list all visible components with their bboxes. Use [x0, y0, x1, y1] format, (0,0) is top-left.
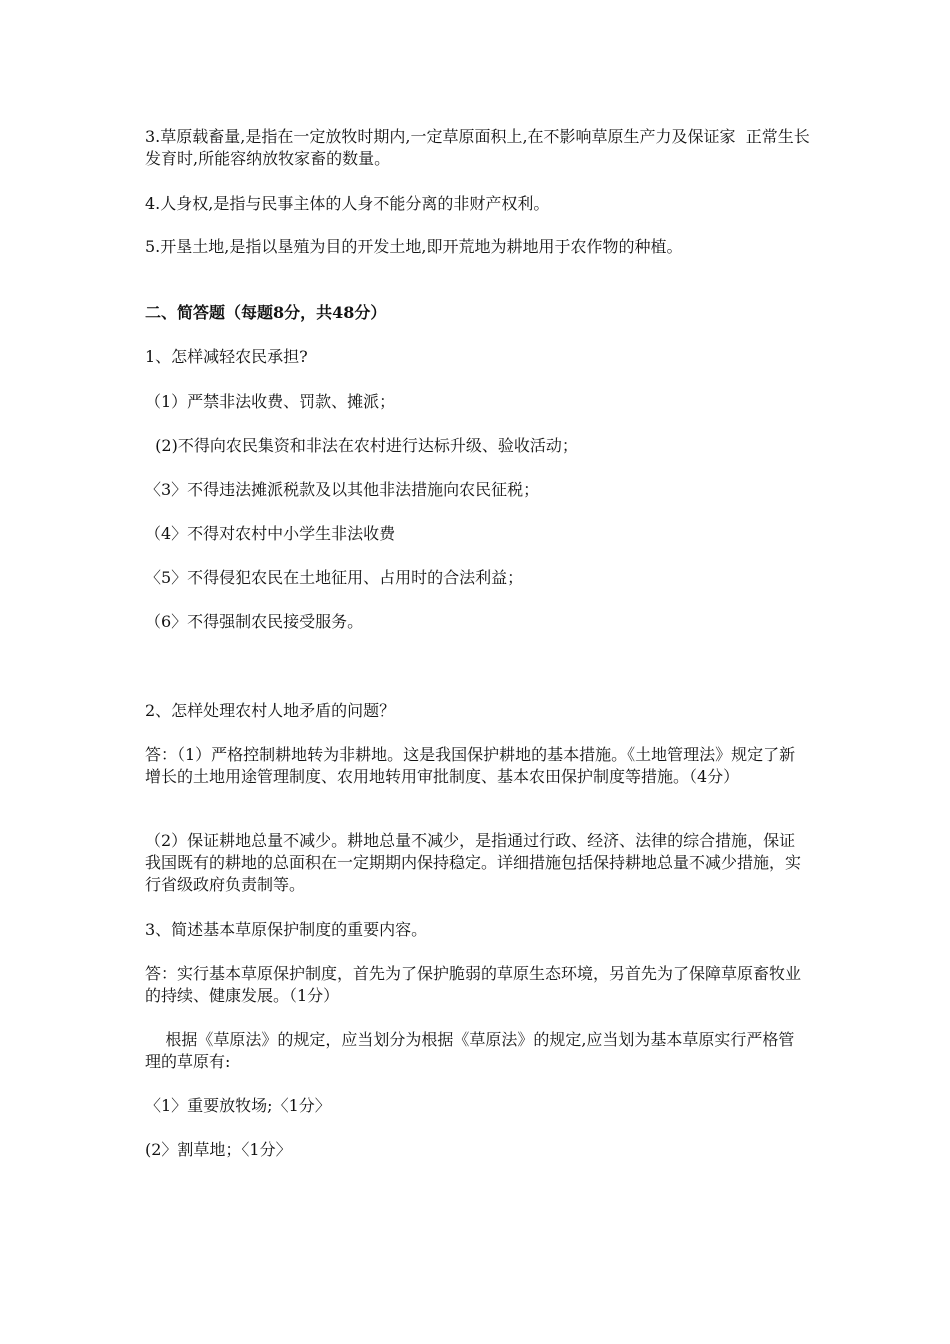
section-heading: 二、简答题（每题8分，共48分） [145, 303, 387, 322]
q1-item-5: 〈5〉不得侵犯农民在土地征用、占用时的合法利益； [145, 568, 524, 587]
definition-4: 4.人身权,是指与民事主体的人身不能分离的非财产权利。 [145, 194, 550, 213]
q3-item-1: 〈1〉重要放牧场;〈1分〉 [145, 1096, 331, 1115]
q1-item-4: （4〉不得对农村中小学生非法收费 [145, 524, 396, 543]
question-3: 3、简述基本草原保护制度的重要内容。 [145, 920, 428, 939]
q1-item-3: 〈3〉不得违法摊派税款及以其他非法措施向农民征税； [145, 480, 540, 499]
q2-answer-1: 答：（1）严格控制耕地转为非耕地。这是我国保护耕地的基本措施。《土地管理法》规定了新增长的土地用途管理制度、农用地转用审批制度、基本农田保护制度等措施。（4分） [145, 745, 796, 786]
q1-item-2: (2)不得向农民集资和非法在农村进行达标升级、验收活动； [145, 436, 578, 455]
question-2: 2、怎样处理农村人地矛盾的问题？ [145, 701, 396, 720]
definition-5: 5.开垦土地,是指以垦殖为目的开发土地,即开荒地为耕地用于农作物的种植。 [145, 237, 683, 256]
q3-answer-1: 答：实行基本草原保护制度，首先为了保护脆弱的草原生态环境，另首先为了保障草原畜牧业的持续、健康发展。（1分） [145, 964, 802, 1005]
q2-answer-2: （2）保证耕地总量不减少。耕地总量不减少，是指通过行政、经济、法律的综合措施，保证我国既有的耕地的总面积在一定期期内保持稳定。详细措施包括保持耕地总量不减少措施，实行省级政府负责制等。 [145, 831, 802, 894]
definition-3: 3.草原载畜量,是指在一定放牧时期内,一定草原面积上,在不影响草原生产力及保证家 正常生长发育时,所能容纳放牧家畜的数量。 [145, 127, 810, 168]
question-1: 1、怎样减轻农民承担? [145, 347, 308, 366]
q1-item-1: （1）严禁非法收费、罚款、摊派； [145, 392, 396, 411]
q1-item-6: （6〉不得强制农民接受服务。 [145, 612, 364, 631]
q3-item-2: (2〉割草地；〈1分〉 [145, 1140, 292, 1159]
q3-answer-2: 根据《草原法》的规定，应当划分为根据《草原法》的规定,应当划为基本草原实行严格管理的草原有: [145, 1030, 795, 1071]
